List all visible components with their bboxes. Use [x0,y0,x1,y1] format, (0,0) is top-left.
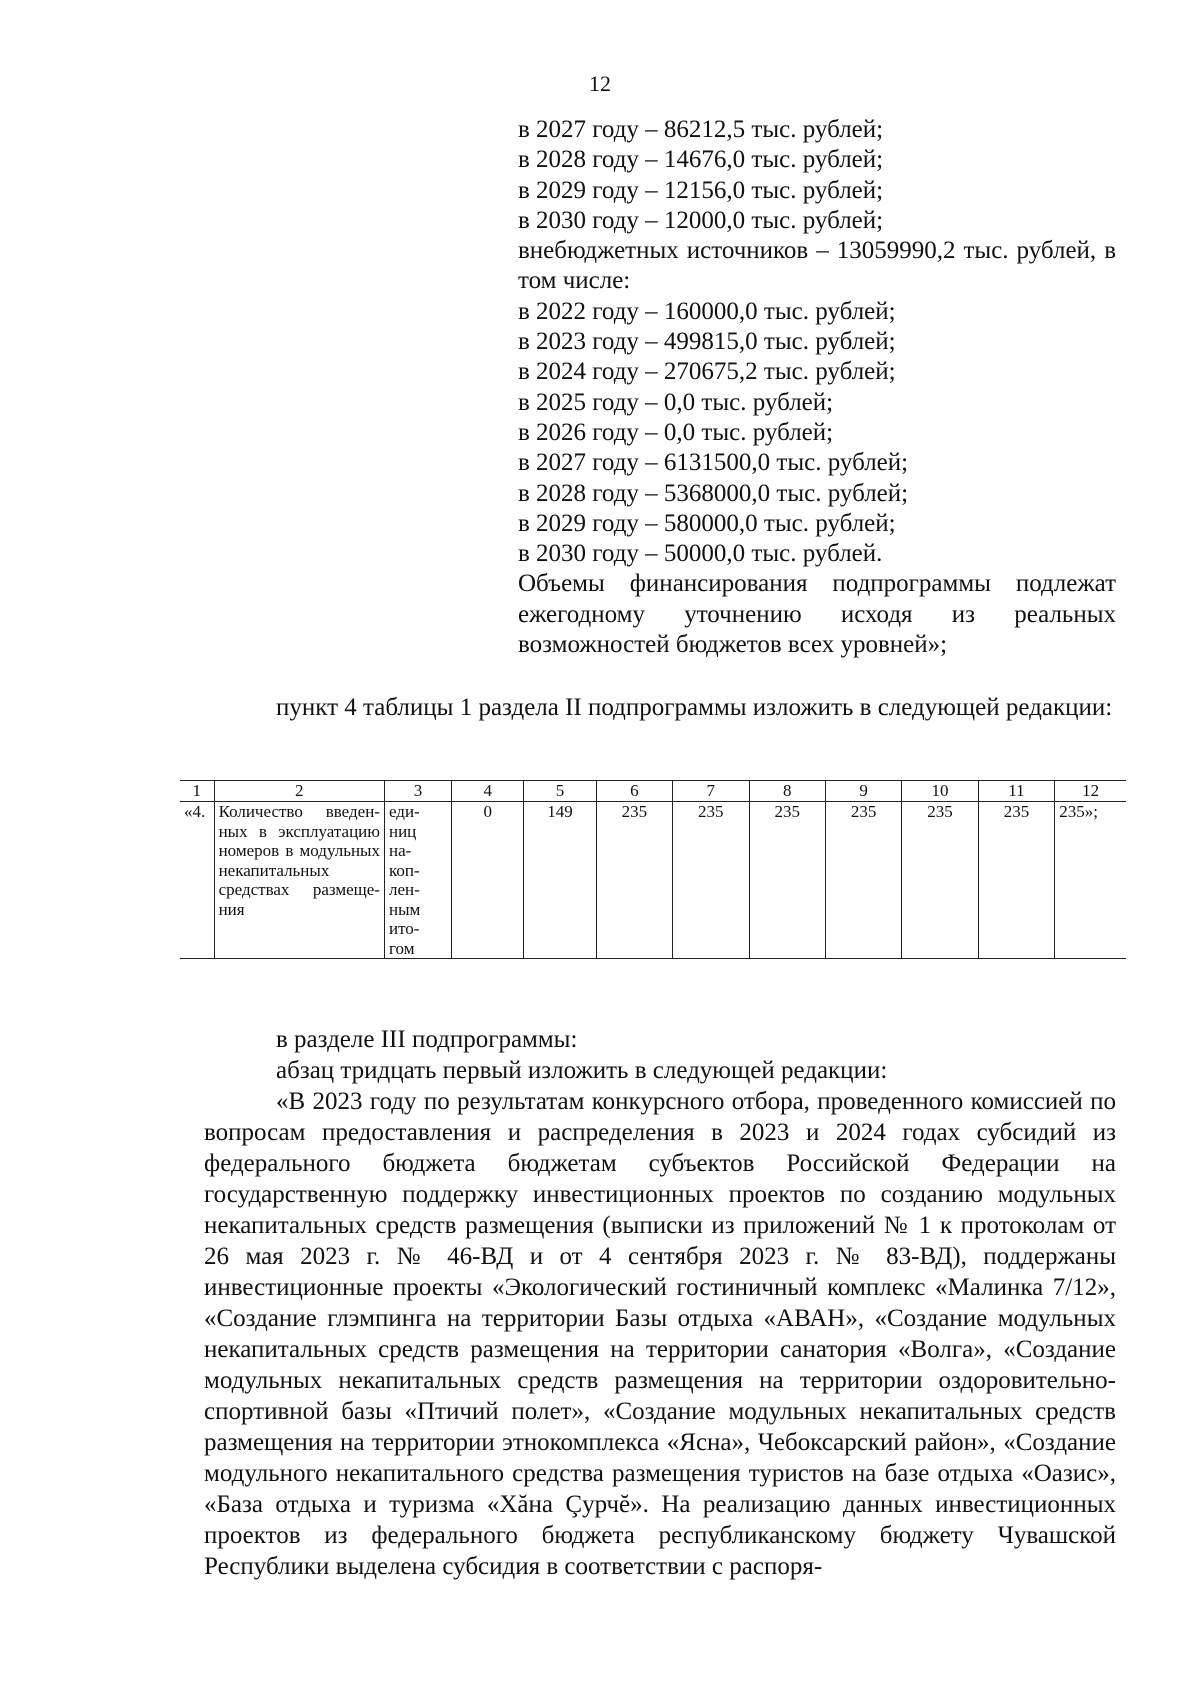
funding-note: Объемы финансирования подпрограммы подлежат ежегодному уточнению исходя из реальных возможностей бюджетов всех уровней»; [518,570,1116,659]
table-cell: 235 [673,802,749,959]
column-header: 9 [825,781,901,802]
funding-line: в 2029 году – 12156,0 тыс. рублей; [518,176,884,204]
table-cell: 0 [452,802,524,959]
extrabudget-sources: внебюджетных источников – 13059990,2 тыс. рублей, в том числе: [518,237,1116,295]
column-header: 6 [596,781,672,802]
indicator-name: Количество введенных в эксплуатацию номеров в модульных некапитальных средствах размещения [214,802,384,959]
funding-line: в 2022 году – 160000,0 тыс. рублей; [518,297,896,325]
indicator-unit: еди- ниц на- коп- лен- ным ито- гом [384,802,451,959]
column-header: 10 [902,781,978,802]
section-text [204,1024,1116,1582]
column-header: 11 [978,781,1054,802]
table-intro: пункт 4 таблицы 1 раздела II подпрограммы изложить в следующей редакции: [276,694,1113,721]
table-cell: 235 [978,802,1054,959]
paragraph: абзац тридцать первый изложить в следующей редакции: [276,1057,888,1084]
column-header: 5 [524,781,596,802]
column-header: 1 [180,781,214,802]
funding-line: в 2024 году – 270675,2 тыс. рублей; [518,358,896,386]
paragraph: «В 2023 году по результатам конкурсного отбора, проведенного комиссией по вопросам предоставления и распределения в 2023 и 2024 годах субсидий из федерального бюджета бюджетам субъектов Российской Федерации на государственную поддержку инвестиционных проектов по созданию модульных некапитальных средств размещения (выписки из приложений № 1 к протоколам от 26 мая 2023 г. № 46-ВД и от 4 сентября 2023 г. № 83-ВД), поддержаны инвестиционные проекты «Экологический гостиничный комплекс «Малинка 7/12», «Создание глэмпинга на территории Базы отдыха «АВАН», «Создание модульных некапитальных средств размещения на территории санатория «Волга», «Создание модульных некапитальных средств размещения на территории оздоровительно-спортивной базы «Птичий полет», «Создание модульных некапитальных средств размещения на территории этнокомплекса «Ясна», Чебоксарский район», «Создание модульного некапитального средства размещения туристов на базе отдыха «Оазис», «База отдыха и туризма «Хăна Çурчĕ». На реализацию данных инвестиционных проектов из федерального бюджета республиканскому бюджету Чувашской Республики выделена субсидия в соответствии с распоря- [204,1088,1116,1580]
column-header: 7 [673,781,749,802]
funding-volumes [518,115,1116,660]
column-header: 3 [384,781,451,802]
funding-line: в 2030 году – 50000,0 тыс. рублей. [518,540,883,568]
column-header: 2 [214,781,384,802]
funding-line: в 2027 году – 6131500,0 тыс. рублей; [518,449,909,477]
funding-line: в 2029 году – 580000,0 тыс. рублей; [518,509,896,537]
paragraph: в разделе III подпрограммы: [276,1026,578,1053]
column-header: 4 [452,781,524,802]
table-cell: 235 [902,802,978,959]
funding-line: в 2023 году – 499815,0 тыс. рублей; [518,328,896,356]
table-cell: 149 [524,802,596,959]
table-cell: 235»; [1055,802,1126,959]
funding-line: в 2028 году – 5368000,0 тыс. рублей; [518,479,909,507]
table-row [180,802,1126,959]
table-cell: 235 [825,802,901,959]
funding-line: в 2027 году – 86212,5 тыс. рублей; [518,116,884,143]
column-header: 12 [1055,781,1126,802]
table-cell: 235 [596,802,672,959]
funding-line: в 2025 году – 0,0 тыс. рублей; [518,388,834,416]
row-number: «4. [180,802,214,959]
funding-line: в 2028 году – 14676,0 тыс. рублей; [518,146,884,174]
page-number: 12 [589,71,611,96]
table-cell: 235 [749,802,825,959]
table-header-row [180,781,1126,802]
funding-line: в 2030 году – 12000,0 тыс. рублей; [518,206,884,234]
column-header: 8 [749,781,825,802]
indicator-table [180,780,1126,959]
funding-line: в 2026 году – 0,0 тыс. рублей; [518,418,834,446]
